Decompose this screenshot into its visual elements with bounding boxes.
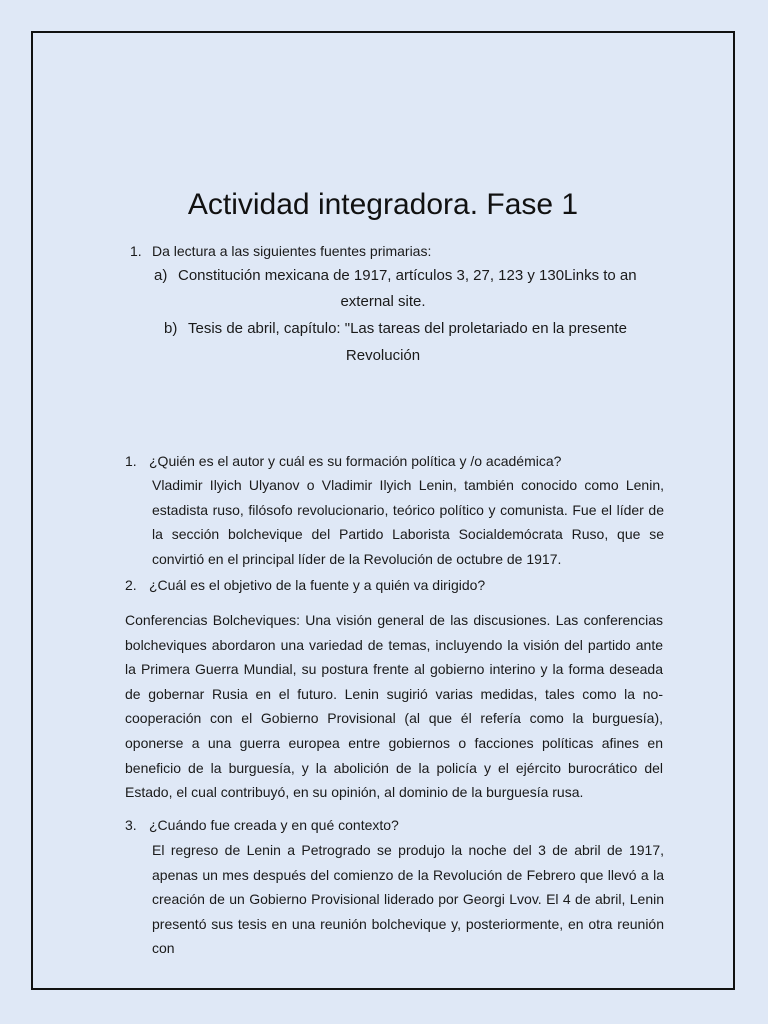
source-b-letter: b) [164, 320, 178, 337]
source-b-line2: Revolución [345, 347, 421, 364]
source-a-letter: a) [154, 267, 168, 284]
q2-answer: Conferencias Bolcheviques: Una visión general de las discusiones. Las conferencias bolcheviques abordaron una variedad de temas, incluyendo la visión del partido ante la Primera Guerra Mundial, su postura frente al gobierno interino y la forma deseada de gobernar Rusia en el futuro. Lenin sugirió varias medidas, tales como la no-cooperación con el Gobierno Provisional (al que él refería como la burguesía), oponerse a una guerra europea entre gobiernos o facciones políticas afines en beneficio de la burguesía, y la abolición de la policía y el ejército burocrático del Estado, el cual contribuyó, en su opinión, al dominio de la burguesía rusa. [125, 612, 663, 801]
q3-question: ¿Cuándo fue creada y en qué contexto? [149, 817, 399, 833]
q3-answer: El regreso de Lenin a Petrogrado se produjo la noche del 3 de abril de 1917, apenas un mes después del comienzo de la Revolución de Febrero que llevó a la creación de un Gobierno Provisional liderado por Georgi Lvov. El 4 de abril, Lenin presentó sus tesis en una reunión bolchevique y, posteriormente, en otra reunión con [152, 842, 664, 957]
instruction-number: 1. [130, 243, 142, 259]
document-page [31, 31, 735, 990]
source-a-line1: Constitución mexicana de 1917, artículos 3, 27, 123 y 130Links to an [178, 267, 637, 284]
q2-question: ¿Cuál es el objetivo de la fuente y a quién va dirigido? [149, 577, 486, 593]
q1-number: 1. [125, 453, 137, 469]
instruction-text: Da lectura a las siguientes fuentes primarias: [152, 243, 432, 259]
source-b-line1: Tesis de abril, capítulo: "Las tareas del proletariado en la presente [188, 320, 627, 337]
q2-number: 2. [125, 577, 137, 593]
q1-answer: Vladimir Ilyich Ulyanov o Vladimir Ilyich Lenin, también conocido como Lenin, estadista ruso, filósofo revolucionario, teórico político y comunista. Fue el líder de la sección bolchevique del Partido Laborista Socialdemócrata Ruso, que se convirtió en el principal líder de la Revolución de octubre de 1917. [152, 477, 664, 567]
document-title: Actividad integradora. Fase 1 [187, 188, 579, 221]
q1-question: ¿Quién es el autor y cuál es su formación política y /o académica? [149, 453, 562, 469]
q3-number: 3. [125, 817, 137, 833]
source-a-line2: external site. [340, 293, 426, 310]
